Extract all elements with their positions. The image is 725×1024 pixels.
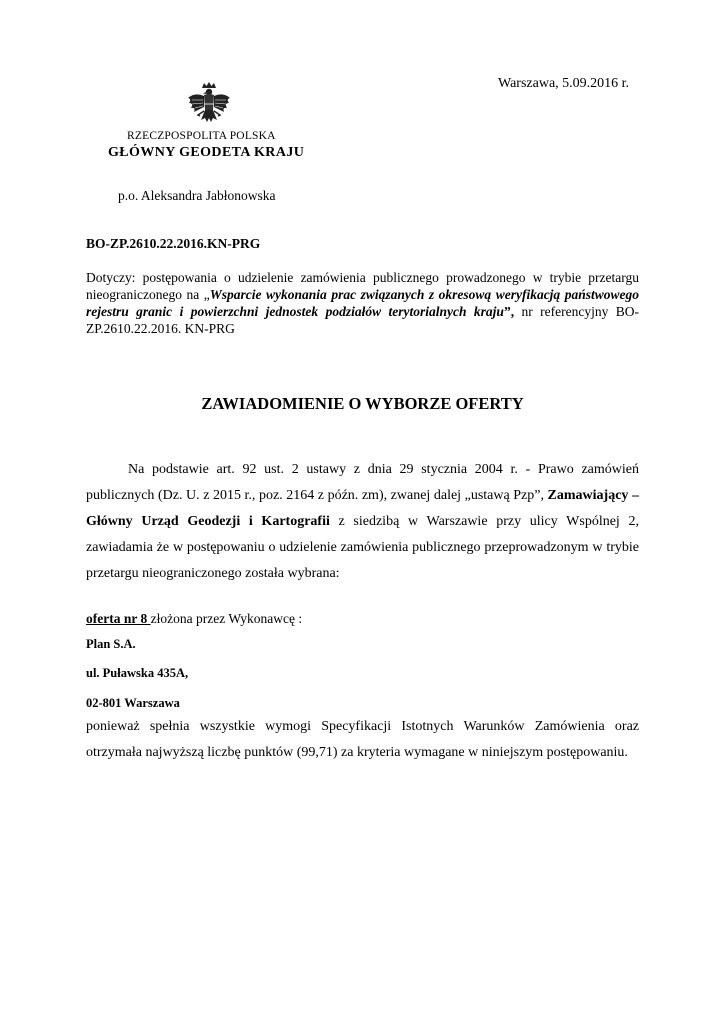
notice-title: ZAWIADOMIENIE O WYBORZE OFERTY [201, 394, 524, 413]
offer-text: złożona przez Wykonawcę : [150, 611, 303, 626]
document-date: Warszawa, 5.09.2016 r. [498, 76, 630, 91]
body1-part2: z siedzibą w Warszawie przy ulicy Wspólnej 2, zawiadamia że w postępowaniu o udzielenie zamówienia publicznego przeprowadzonym w trybie przetargu nieograniczonego została wybrana: [86, 514, 639, 581]
offer-label: oferta nr 8 [86, 611, 151, 626]
reference-number: BO-ZP.2610.22.2016.KN-PRG [86, 236, 261, 251]
body1-part1: Na podstawie art. 92 ust. 2 ustawy z dnia 29 stycznia 2004 r. - Prawo zamówień publicznych (Dz. U. z 2015 r., poz. 2164 z późn. zm), zwanej dalej „ustawą Pzp”, [86, 462, 639, 503]
signatory-name: p.o. Aleksandra Jabłonowska [118, 188, 276, 203]
country-name: RZECZPOSPOLITA POLSKA [127, 130, 276, 142]
offer-line [86, 611, 302, 627]
subject-prefix: Dotyczy: postępowania o udzielenie zamówienia publicznego prowadzonego w trybie przetargu nieograniczonego na „ [86, 270, 639, 302]
body-paragraph-1 [86, 457, 639, 587]
institution-name: GŁÓWNY GEODETA KRAJU [108, 145, 305, 160]
subject-suffix: nr referencyjny BO-ZP.2610.22.2016. KN-PRG [86, 304, 640, 336]
polish-eagle-emblem-icon [183, 80, 235, 132]
subject-closing: ”, [503, 304, 515, 319]
subject-title: Wsparcie wykonania prac związanych z okresową weryfikacją państwowego rejestru granic i powierzchni jednostek podziałów terytorialnych kraju [86, 287, 639, 319]
offer-company: Plan S.A. [86, 637, 136, 651]
offer-city: 02-801 Warszawa [86, 696, 180, 710]
subject-paragraph [86, 269, 639, 337]
body1-bold: Zamawiający – Główny Urząd Geodezji i Kartografii [86, 488, 639, 529]
offer-street: ul. Puławska 435A, [86, 666, 189, 680]
body-paragraph-2: ponieważ spełnia wszystkie wymogi Specyfikacji Istotnych Warunków Zamówienia oraz otrzymała najwyższą liczbę punktów (99,71) za kryteria wymagane w niniejszym postępowaniu. [86, 719, 639, 760]
